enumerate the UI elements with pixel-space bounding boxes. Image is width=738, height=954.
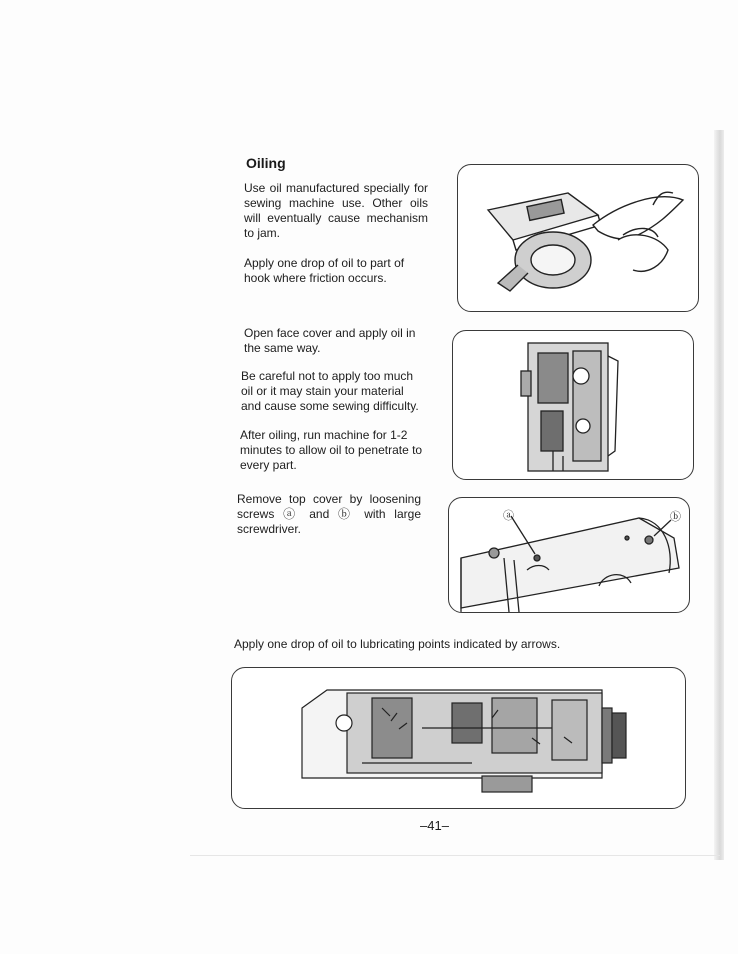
top-cover-paragraph: Remove top cover by loosening screws ⓐ and ⓑ with large screwdriver.: [237, 492, 421, 536]
hook-oiling-illustration: [458, 165, 698, 311]
top-cover-figure: [448, 497, 690, 613]
face-cover-figure: [452, 330, 694, 480]
face-cover-paragraph: Open face cover and apply oil in the same way.: [244, 326, 416, 355]
section-heading: Oiling: [246, 155, 286, 171]
footer-shadow-line: [190, 855, 720, 856]
hook-paragraph: Apply one drop of oil to part of hook where friction occurs.: [244, 256, 405, 285]
lubricate-paragraph: Apply one drop of oil to lubricating points indicated by arrows.: [234, 637, 561, 651]
page-edge-shadow: [714, 130, 724, 860]
lubricating-points-illustration: [232, 668, 685, 808]
face-cover-illustration: [453, 331, 693, 479]
oil-type-paragraph: Use oil manufactured specially for sewing machine use. Other oils will eventually cause mechanism to jam.: [244, 181, 428, 240]
top-cover-illustration: [449, 498, 689, 612]
lubricating-points-figure: [231, 667, 686, 809]
hook-oiling-figure: [457, 164, 699, 312]
after-oiling-paragraph: After oiling, run machine for 1-2 minutes to allow oil to penetrate to every part.: [240, 428, 423, 472]
page-number: –41–: [420, 818, 449, 833]
careful-paragraph: Be careful not to apply too much oil or it may stain your material and cause some sewing difficulty.: [241, 369, 419, 413]
screw-a-label: ⓐ: [503, 510, 514, 522]
screw-b-label: ⓑ: [670, 511, 681, 523]
